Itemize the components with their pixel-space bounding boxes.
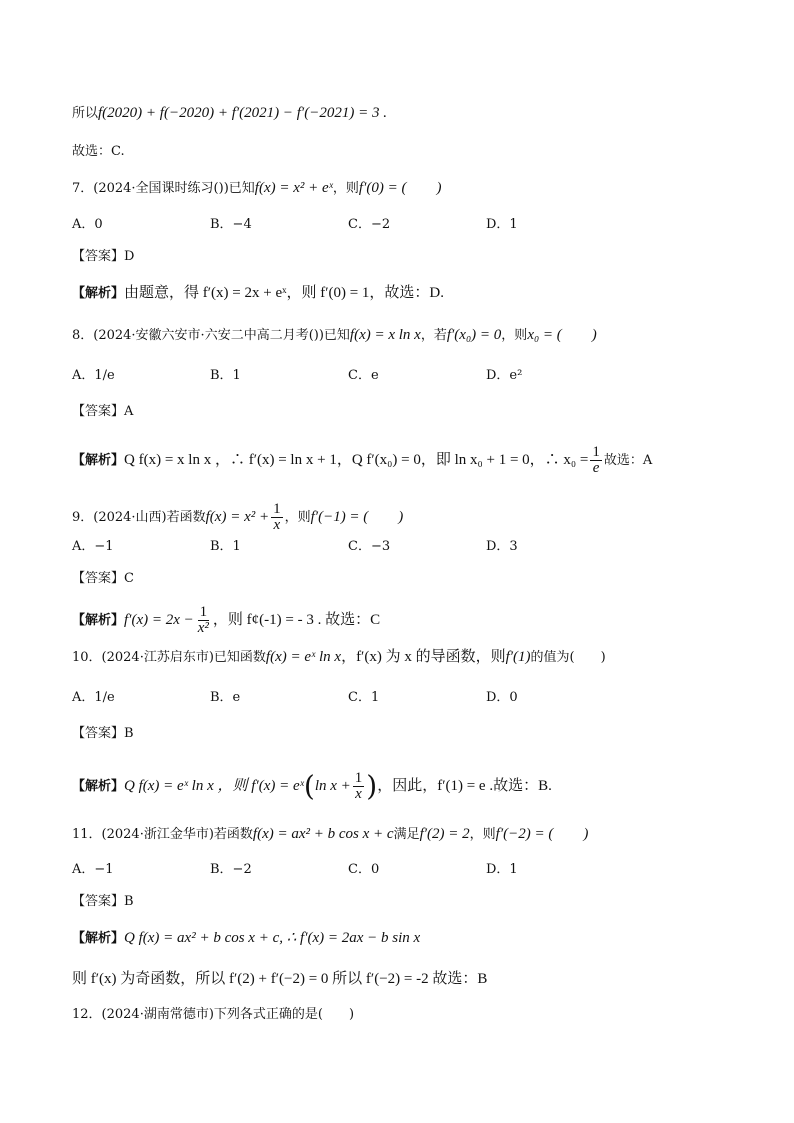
question-7-stem: 7．(2024·全国课时练习())已知f(x) = x² + eˣ，则f′(0) = ( ) xyxy=(72,180,442,196)
question-8-stem: 8．(2024·安徽六安市·六安二中高二月考())已知f(x) = x ln x，若f′(x₀) = 0，则x₀ = ( ) xyxy=(72,327,597,343)
question-11-answer: 【答案】B xyxy=(72,894,134,909)
option-d: D．1 xyxy=(486,862,518,877)
option-c: C．−2 xyxy=(348,217,391,232)
option-d: D．3 xyxy=(486,539,518,554)
question-11-stem: 11．(2024·浙江金华市)若函数f(x) = ax² + b cos x + c满足f′(2) = 2，则f′(−2) = ( ) xyxy=(72,826,589,842)
question-9-answer: 【答案】C xyxy=(72,571,134,586)
question-9-options xyxy=(72,537,624,557)
option-c: C．e xyxy=(348,368,379,383)
question-9-explanation: 【解析】f′(x) = 2x − $\frac{1}{\text{x²}}$ ，则 f¢(-1) = - 3 . 故选：C xyxy=(72,604,381,636)
summary-equation: f(2020) + f(−2020) + f′(2021) − f′(−2021) = 3 . xyxy=(98,105,387,121)
question-12-stem: 12．(2024·湖南常德市)下列各式正确的是( ) xyxy=(72,1007,355,1022)
option-a: A．0 xyxy=(72,217,103,232)
option-c: C．1 xyxy=(348,690,380,705)
question-11-explanation-continued: 则 f′(x) 为奇函数，所以 f′(2) + f′(−2) = 0 所以 f′(−2) = -2 故选：B xyxy=(72,971,488,987)
fraction-one-over-x: $\frac{1}{x}$ xyxy=(273,501,281,533)
option-d: D．0 xyxy=(486,690,518,705)
question-10-stem: 10．(2024·江苏启东市)已知函数f(x) = eˣ ln x，f′(x) 为 x 的导函数，则f′(1)的值为( ) xyxy=(72,649,606,665)
question-10-options xyxy=(72,688,624,708)
option-a: A．1/e xyxy=(72,690,115,705)
option-b: B．e xyxy=(210,690,241,705)
option-c: C．−3 xyxy=(348,539,391,554)
option-b: B．−4 xyxy=(210,217,252,232)
question-7-explanation: 【解析】由题意，得 f′(x) = 2x + eˣ，则 f′(0) = 1，故选：D. xyxy=(72,285,445,301)
question-8-explanation: 【解析】Q f(x) = x ln x ，∴ f′(x) = ln x + 1，Q f′(x₀) = 0，即 ln x₀ + 1 = 0，∴ x₀ = $\frac{1}{e}$ 故选：A xyxy=(72,444,653,476)
option-d: D．e² xyxy=(486,368,523,383)
summary-choice: 故选：C. xyxy=(72,144,125,159)
option-a: A．1/e xyxy=(72,368,115,383)
question-11-explanation: 【解析】Q f(x) = ax² + b cos x + c, ∴ f′(x) = 2ax − b sin x xyxy=(72,930,421,946)
fraction-one-over-x-squared: $\frac{1}{\text{x²}}$ xyxy=(197,604,209,636)
option-c: C．0 xyxy=(348,862,380,877)
option-b: B．1 xyxy=(210,368,241,383)
fraction-one-over-x: $\frac{1}{x}$ xyxy=(354,770,363,802)
question-7-options xyxy=(72,215,624,235)
question-9-stem: 9．(2024·山西)若函数f(x) = x² + $\frac{1}{x}$ ，则f′(−1) = ( ) xyxy=(72,501,404,533)
option-b: B．−2 xyxy=(210,862,252,877)
option-a: A．−1 xyxy=(72,539,114,554)
option-b: B．1 xyxy=(210,539,241,554)
question-8-options xyxy=(72,366,624,386)
question-10-answer: 【答案】B xyxy=(72,726,134,741)
option-d: D．1 xyxy=(486,217,518,232)
summary-line: 所以f(2020) + f(−2020) + f′(2021) − f′(−2021) = 3 . xyxy=(72,105,387,121)
question-10-explanation: 【解析】Q f(x) = eˣ ln x ，则 f′(x) = eˣ(ln x + $\frac{1}{x}$ )，因此，f′(1) = e .故选：B. xyxy=(72,769,552,803)
option-a: A．−1 xyxy=(72,862,114,877)
question-11-options xyxy=(72,860,624,880)
question-7-answer: 【答案】D xyxy=(72,249,135,264)
fraction-one-over-e: $\frac{1}{e}$ xyxy=(592,444,600,476)
question-8-answer: 【答案】A xyxy=(72,404,134,419)
